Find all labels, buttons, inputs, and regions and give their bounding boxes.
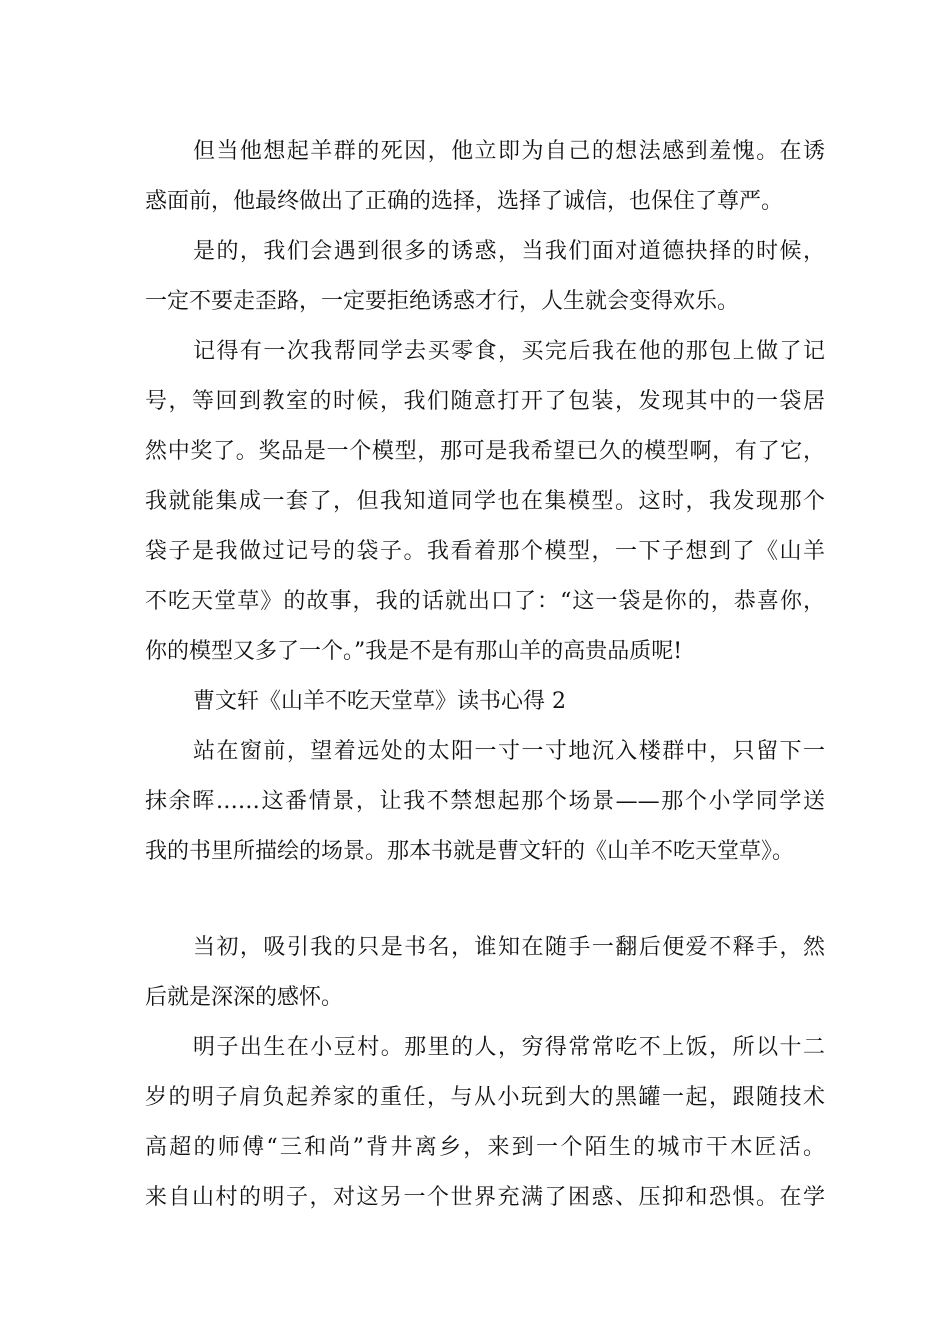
paragraph-5-line-2: 后就是深深的感怀。 [145, 985, 344, 1010]
paragraph-6-line-2: 岁的明子肩负起养家的重任，与从小玩到大的黑罐一起，跟随技术 [145, 1085, 825, 1110]
paragraph-6-line-4: 来自山村的明子，对这另一个世界充满了困惑、压抑和恐惧。在学 [145, 1185, 825, 1210]
paragraph-3-line-1: 记得有一次我帮同学去买零食，买完后我在他的那包上做了记 [193, 339, 825, 364]
paragraph-4-line-3: 我的书里所描绘的场景。那本书就是曹文轩的《山羊不吃天堂草》。 [145, 839, 795, 864]
paragraph-2-line-2: 一定不要走歪路，一定要拒绝诱惑才行，人生就会变得欢乐。 [145, 289, 740, 314]
section-title: 曹文轩《山羊不吃天堂草》读书心得 2 [193, 689, 566, 714]
paragraph-3-line-7: 你的模型又多了一个。”我是不是有那山羊的高贵品质呢! [145, 639, 683, 664]
paragraph-3-line-3: 然中奖了。奖品是一个模型，那可是我希望已久的模型啊，有了它， [145, 439, 825, 464]
paragraph-3-line-5: 袋子是我做过记号的袋子。我看着那个模型，一下子想到了《山羊 [145, 539, 825, 564]
paragraph-6-line-3: 高超的师傅“三和尚”背井离乡，来到一个陌生的城市干木匠活。 [145, 1135, 825, 1160]
paragraph-4-line-1: 站在窗前，望着远处的太阳一寸一寸地沉入楼群中，只留下一 [193, 739, 825, 764]
paragraph-4-line-2: 抹余晖……这番情景，让我不禁想起那个场景——那个小学同学送 [145, 789, 825, 814]
paragraph-3-line-4: 我就能集成一套了，但我知道同学也在集模型。这时，我发现那个 [145, 489, 825, 514]
paragraph-3-line-6: 不吃天堂草》的故事，我的话就出口了：“这一袋是你的，恭喜你， [145, 589, 825, 614]
paragraph-1-line-2: 惑面前，他最终做出了正确的选择，选择了诚信，也保住了尊严。 [145, 189, 784, 214]
paragraph-6-line-1: 明子出生在小豆村。那里的人，穷得常常吃不上饭，所以十二 [193, 1035, 825, 1060]
paragraph-2-line-1: 是的，我们会遇到很多的诱惑，当我们面对道德抉择的时候， [193, 239, 825, 264]
paragraph-5-line-1: 当初，吸引我的只是书名，谁知在随手一翻后便爱不释手，然 [193, 935, 825, 960]
paragraph-3-line-2: 号，等回到教室的时候，我们随意打开了包装，发现其中的一袋居 [145, 389, 825, 414]
paragraph-1-line-1: 但当他想起羊群的死因，他立即为自己的想法感到羞愧。在诱 [193, 139, 825, 164]
document-body [145, 0, 825, 1344]
